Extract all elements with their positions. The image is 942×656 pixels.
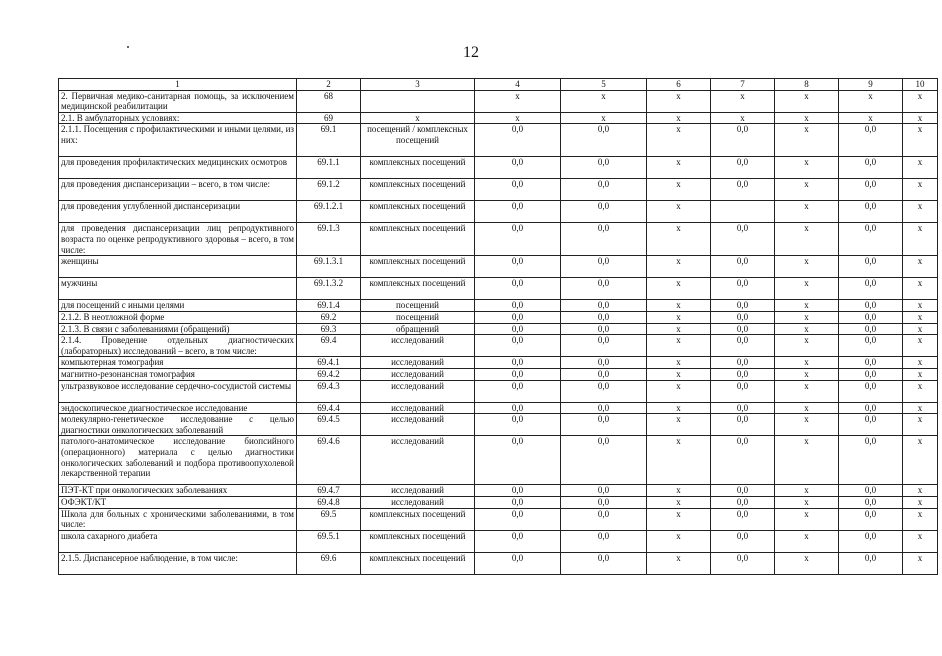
row-code-cell: 69.3	[297, 323, 361, 335]
row-name-cell: 2.1.3. В связи с заболеваниями (обращений)	[59, 323, 297, 335]
col6-cell: х	[647, 278, 711, 300]
col5-cell: 0,0	[561, 124, 647, 157]
scan-speck	[127, 46, 129, 48]
col9-cell: 0,0	[839, 201, 903, 223]
report-table	[58, 78, 938, 575]
row-unit-cell: комплексных посещений	[361, 179, 475, 201]
row-name-cell: магнитно-резонансная томография	[59, 368, 297, 380]
col4-cell: 0,0	[475, 402, 561, 414]
table-row	[59, 90, 938, 112]
col10-cell: х	[903, 300, 938, 312]
table-row	[59, 311, 938, 323]
col10-cell: х	[903, 335, 938, 357]
col10-cell: х	[903, 368, 938, 380]
col8-cell: х	[775, 414, 839, 436]
table-row	[59, 402, 938, 414]
row-unit-cell: исследований	[361, 485, 475, 497]
col5-cell: 0,0	[561, 380, 647, 402]
col4-cell: 0,0	[475, 179, 561, 201]
col7-cell: х	[711, 112, 775, 124]
column-header: 10	[903, 79, 938, 91]
row-name-cell: ПЭТ-КТ при онкологических заболеваниях	[59, 485, 297, 497]
col10-cell: х	[903, 485, 938, 497]
column-header: 9	[839, 79, 903, 91]
row-unit-cell: комплексных посещений	[361, 530, 475, 552]
col6-cell: х	[647, 124, 711, 157]
col9-cell: 0,0	[839, 223, 903, 256]
col7-cell: 0,0	[711, 124, 775, 157]
col10-cell: х	[903, 552, 938, 574]
col10-cell: х	[903, 311, 938, 323]
row-code-cell: 69.4.5	[297, 414, 361, 436]
col7-cell: 0,0	[711, 508, 775, 530]
col10-cell: х	[903, 436, 938, 485]
col4-cell: 0,0	[475, 201, 561, 223]
col5-cell: х	[561, 112, 647, 124]
col7-cell: 0,0	[711, 414, 775, 436]
col9-cell: 0,0	[839, 530, 903, 552]
col7-cell: 0,0	[711, 552, 775, 574]
table-row	[59, 508, 938, 530]
col4-cell: 0,0	[475, 552, 561, 574]
table-row	[59, 278, 938, 300]
row-unit-cell: комплексных посещений	[361, 552, 475, 574]
col4-cell: 0,0	[475, 335, 561, 357]
column-header: 8	[775, 79, 839, 91]
row-code-cell: 69.5.1	[297, 530, 361, 552]
col8-cell: х	[775, 278, 839, 300]
table-row	[59, 530, 938, 552]
row-code-cell: 69.4.7	[297, 485, 361, 497]
col7-cell: 0,0	[711, 300, 775, 312]
col8-cell: х	[775, 335, 839, 357]
row-code-cell: 69.4.4	[297, 402, 361, 414]
table-row	[59, 256, 938, 278]
col5-cell: 0,0	[561, 323, 647, 335]
row-name-cell: молекулярно-генетическое исследование с целью диагностики онкологических заболеваний	[59, 414, 297, 436]
table-row	[59, 112, 938, 124]
row-name-cell: для посещений с иными целями	[59, 300, 297, 312]
col9-cell: х	[839, 90, 903, 112]
col4-cell: 0,0	[475, 508, 561, 530]
row-unit-cell: комплексных посещений	[361, 223, 475, 256]
row-name-cell: 2. Первичная медико-санитарная помощь, за исключением медицинской реабилитации	[59, 90, 297, 112]
col9-cell: 0,0	[839, 485, 903, 497]
row-name-cell: эндоскопическое диагностическое исследование	[59, 402, 297, 414]
col7-cell: 0,0	[711, 485, 775, 497]
row-code-cell: 69.6	[297, 552, 361, 574]
col10-cell: х	[903, 496, 938, 508]
row-name-cell: 2.1.4. Проведение отдельных диагностических (лабораторных) исследований – всего, в том числе:	[59, 335, 297, 357]
column-header: 2	[297, 79, 361, 91]
row-name-cell: для проведения диспансеризации – всего, в том числе:	[59, 179, 297, 201]
col5-cell: 0,0	[561, 179, 647, 201]
col6-cell: х	[647, 335, 711, 357]
col7-cell: 0,0	[711, 278, 775, 300]
col10-cell: х	[903, 179, 938, 201]
col8-cell: х	[775, 300, 839, 312]
col4-cell: 0,0	[475, 223, 561, 256]
table-row	[59, 436, 938, 485]
row-name-cell: патолого-анатомическое исследование биопсийного (операционного) материала с целью диагностики онкологических заболеваний и подбора противоопухолевой лекарственной терапии	[59, 436, 297, 485]
col4-cell: 0,0	[475, 485, 561, 497]
col10-cell: х	[903, 112, 938, 124]
row-name-cell: Школа для больных с хроническими заболеваниями, в том числе:	[59, 508, 297, 530]
col7-cell: 0,0	[711, 436, 775, 485]
col8-cell: х	[775, 311, 839, 323]
page-number: 12	[463, 44, 479, 61]
col4-cell: х	[475, 90, 561, 112]
col7-cell: 0,0	[711, 496, 775, 508]
col5-cell: х	[561, 90, 647, 112]
table-body	[59, 79, 938, 575]
row-code-cell: 69.4.3	[297, 380, 361, 402]
col10-cell: х	[903, 402, 938, 414]
col4-cell: 0,0	[475, 157, 561, 179]
col8-cell: х	[775, 323, 839, 335]
col4-cell: 0,0	[475, 496, 561, 508]
col8-cell: х	[775, 380, 839, 402]
row-code-cell: 69.2	[297, 311, 361, 323]
col4-cell: 0,0	[475, 357, 561, 369]
row-unit-cell: исследований	[361, 436, 475, 485]
col7-cell: х	[711, 90, 775, 112]
col8-cell: х	[775, 496, 839, 508]
col5-cell: 0,0	[561, 223, 647, 256]
col10-cell: х	[903, 256, 938, 278]
row-code-cell: 69.5	[297, 508, 361, 530]
row-code-cell: 69.1	[297, 124, 361, 157]
col5-cell: 0,0	[561, 530, 647, 552]
col10-cell: х	[903, 357, 938, 369]
col8-cell: х	[775, 256, 839, 278]
col8-cell: х	[775, 112, 839, 124]
col6-cell: х	[647, 552, 711, 574]
col7-cell: 0,0	[711, 357, 775, 369]
col7-cell: 0,0	[711, 256, 775, 278]
col8-cell: х	[775, 530, 839, 552]
row-unit-cell	[361, 90, 475, 112]
table-row	[59, 357, 938, 369]
col6-cell: х	[647, 485, 711, 497]
col6-cell: х	[647, 380, 711, 402]
col10-cell: х	[903, 380, 938, 402]
col7-cell	[711, 201, 775, 223]
row-name-cell: 2.1.2. В неотложной форме	[59, 311, 297, 323]
row-name-cell: школа сахарного диабета	[59, 530, 297, 552]
row-unit-cell: исследований	[361, 380, 475, 402]
row-code-cell: 69	[297, 112, 361, 124]
table-row	[59, 223, 938, 256]
row-name-cell: для проведения профилактических медицинских осмотров	[59, 157, 297, 179]
col8-cell: х	[775, 179, 839, 201]
row-unit-cell: исследований	[361, 335, 475, 357]
row-name-cell: компьютерная томография	[59, 357, 297, 369]
col5-cell: 0,0	[561, 508, 647, 530]
col6-cell: х	[647, 436, 711, 485]
col5-cell: 0,0	[561, 201, 647, 223]
col7-cell: 0,0	[711, 530, 775, 552]
col5-cell: 0,0	[561, 157, 647, 179]
col6-cell: х	[647, 201, 711, 223]
col5-cell: 0,0	[561, 414, 647, 436]
col9-cell: 0,0	[839, 256, 903, 278]
col7-cell: 0,0	[711, 335, 775, 357]
row-unit-cell: обращений	[361, 323, 475, 335]
row-unit-cell: комплексных посещений	[361, 508, 475, 530]
col4-cell: 0,0	[475, 300, 561, 312]
col6-cell: х	[647, 530, 711, 552]
col5-cell: 0,0	[561, 485, 647, 497]
row-unit-cell: комплексных посещений	[361, 201, 475, 223]
table-row	[59, 380, 938, 402]
col6-cell: х	[647, 508, 711, 530]
col4-cell: х	[475, 112, 561, 124]
col5-cell: 0,0	[561, 496, 647, 508]
col9-cell: 0,0	[839, 436, 903, 485]
row-name-cell: ультразвуковое исследование сердечно-сосудистой системы	[59, 380, 297, 402]
col10-cell: х	[903, 157, 938, 179]
column-header: 1	[59, 79, 297, 91]
table-row	[59, 485, 938, 497]
col9-cell: х	[839, 112, 903, 124]
col9-cell: 0,0	[839, 368, 903, 380]
col7-cell: 0,0	[711, 157, 775, 179]
row-unit-cell: посещений / комплексных посещений	[361, 124, 475, 157]
row-name-cell: 2.1. В амбулаторных условиях:	[59, 112, 297, 124]
col8-cell: х	[775, 368, 839, 380]
col7-cell: 0,0	[711, 368, 775, 380]
col6-cell: х	[647, 402, 711, 414]
col8-cell: х	[775, 357, 839, 369]
col6-cell: х	[647, 223, 711, 256]
row-code-cell: 69.1.2	[297, 179, 361, 201]
row-name-cell: для проведения диспансеризации лиц репродуктивного возраста по оценке репродуктивного здоровья – всего, в том числе:	[59, 223, 297, 256]
col5-cell: 0,0	[561, 552, 647, 574]
col6-cell: х	[647, 157, 711, 179]
row-unit-cell: комплексных посещений	[361, 278, 475, 300]
col5-cell: 0,0	[561, 357, 647, 369]
col4-cell: 0,0	[475, 414, 561, 436]
row-code-cell: 69.1.1	[297, 157, 361, 179]
row-name-cell: мужчины	[59, 278, 297, 300]
row-name-cell: ОФЭКТ/КТ	[59, 496, 297, 508]
col9-cell: 0,0	[839, 552, 903, 574]
col7-cell: 0,0	[711, 179, 775, 201]
col10-cell: х	[903, 90, 938, 112]
col5-cell: 0,0	[561, 311, 647, 323]
col5-cell: 0,0	[561, 256, 647, 278]
col10-cell: х	[903, 124, 938, 157]
row-code-cell: 69.4	[297, 335, 361, 357]
row-code-cell: 69.1.4	[297, 300, 361, 312]
col8-cell: х	[775, 223, 839, 256]
col4-cell: 0,0	[475, 436, 561, 485]
row-code-cell: 69.4.1	[297, 357, 361, 369]
col6-cell: х	[647, 179, 711, 201]
row-code-cell: 69.1.3	[297, 223, 361, 256]
table-row	[59, 323, 938, 335]
col5-cell: 0,0	[561, 278, 647, 300]
col6-cell: х	[647, 311, 711, 323]
row-unit-cell: комплексных посещений	[361, 157, 475, 179]
row-code-cell: 69.1.3.2	[297, 278, 361, 300]
col7-cell: 0,0	[711, 380, 775, 402]
row-unit-cell: исследований	[361, 496, 475, 508]
col10-cell: х	[903, 414, 938, 436]
col4-cell: 0,0	[475, 323, 561, 335]
col8-cell: х	[775, 402, 839, 414]
col4-cell: 0,0	[475, 530, 561, 552]
table-row	[59, 124, 938, 157]
row-unit-cell: комплексных посещений	[361, 256, 475, 278]
column-header: 3	[361, 79, 475, 91]
row-name-cell: для проведения углубленной диспансеризации	[59, 201, 297, 223]
col9-cell: 0,0	[839, 300, 903, 312]
col9-cell: 0,0	[839, 157, 903, 179]
row-code-cell: 69.1.2.1	[297, 201, 361, 223]
col9-cell: 0,0	[839, 508, 903, 530]
col5-cell: 0,0	[561, 368, 647, 380]
col6-cell: х	[647, 357, 711, 369]
col8-cell: х	[775, 157, 839, 179]
column-header: 7	[711, 79, 775, 91]
col4-cell: 0,0	[475, 256, 561, 278]
table-row	[59, 496, 938, 508]
col8-cell: х	[775, 124, 839, 157]
col7-cell: 0,0	[711, 311, 775, 323]
header-row	[59, 79, 938, 91]
row-unit-cell: исследований	[361, 357, 475, 369]
table-row	[59, 368, 938, 380]
col8-cell: х	[775, 201, 839, 223]
col10-cell: х	[903, 201, 938, 223]
col6-cell: х	[647, 90, 711, 112]
col4-cell: 0,0	[475, 380, 561, 402]
row-code-cell: 68	[297, 90, 361, 112]
table-row	[59, 300, 938, 312]
row-code-cell: 69.4.2	[297, 368, 361, 380]
table-row	[59, 335, 938, 357]
col6-cell: х	[647, 496, 711, 508]
col6-cell: х	[647, 256, 711, 278]
col5-cell: 0,0	[561, 402, 647, 414]
col10-cell: х	[903, 323, 938, 335]
row-name-cell: женщины	[59, 256, 297, 278]
col8-cell: х	[775, 508, 839, 530]
col7-cell: 0,0	[711, 402, 775, 414]
table-row	[59, 201, 938, 223]
col7-cell: 0,0	[711, 323, 775, 335]
table-row	[59, 552, 938, 574]
row-unit-cell: посещений	[361, 311, 475, 323]
row-unit-cell: х	[361, 112, 475, 124]
col6-cell: х	[647, 300, 711, 312]
col5-cell: 0,0	[561, 436, 647, 485]
col4-cell: 0,0	[475, 311, 561, 323]
row-code-cell: 69.4.6	[297, 436, 361, 485]
col6-cell: х	[647, 414, 711, 436]
col9-cell: 0,0	[839, 402, 903, 414]
row-unit-cell: исследований	[361, 402, 475, 414]
col6-cell: х	[647, 112, 711, 124]
column-header: 6	[647, 79, 711, 91]
col9-cell: 0,0	[839, 380, 903, 402]
col5-cell: 0,0	[561, 300, 647, 312]
col4-cell: 0,0	[475, 124, 561, 157]
col6-cell: х	[647, 368, 711, 380]
column-header: 4	[475, 79, 561, 91]
row-name-cell: 2.1.1. Посещения с профилактическими и иными целями, из них:	[59, 124, 297, 157]
col9-cell: 0,0	[839, 278, 903, 300]
row-name-cell: 2.1.5. Диспансерное наблюдение, в том числе:	[59, 552, 297, 574]
row-unit-cell: посещений	[361, 300, 475, 312]
table-row	[59, 157, 938, 179]
col8-cell: х	[775, 552, 839, 574]
col9-cell: 0,0	[839, 311, 903, 323]
col8-cell: х	[775, 90, 839, 112]
col9-cell: 0,0	[839, 414, 903, 436]
row-code-cell: 69.1.3.1	[297, 256, 361, 278]
table-row	[59, 179, 938, 201]
col7-cell: 0,0	[711, 223, 775, 256]
col5-cell: 0,0	[561, 335, 647, 357]
col10-cell: х	[903, 278, 938, 300]
col6-cell: х	[647, 323, 711, 335]
col9-cell: 0,0	[839, 323, 903, 335]
col9-cell: 0,0	[839, 357, 903, 369]
col10-cell: х	[903, 223, 938, 256]
col9-cell: 0,0	[839, 496, 903, 508]
col8-cell: х	[775, 485, 839, 497]
col10-cell: х	[903, 530, 938, 552]
row-unit-cell: исследований	[361, 368, 475, 380]
col9-cell: 0,0	[839, 179, 903, 201]
row-unit-cell: исследований	[361, 414, 475, 436]
col10-cell: х	[903, 508, 938, 530]
col4-cell: 0,0	[475, 278, 561, 300]
col4-cell: 0,0	[475, 368, 561, 380]
col9-cell: 0,0	[839, 124, 903, 157]
table-row	[59, 414, 938, 436]
col8-cell: х	[775, 436, 839, 485]
col9-cell: 0,0	[839, 335, 903, 357]
row-code-cell: 69.4.8	[297, 496, 361, 508]
column-header: 5	[561, 79, 647, 91]
